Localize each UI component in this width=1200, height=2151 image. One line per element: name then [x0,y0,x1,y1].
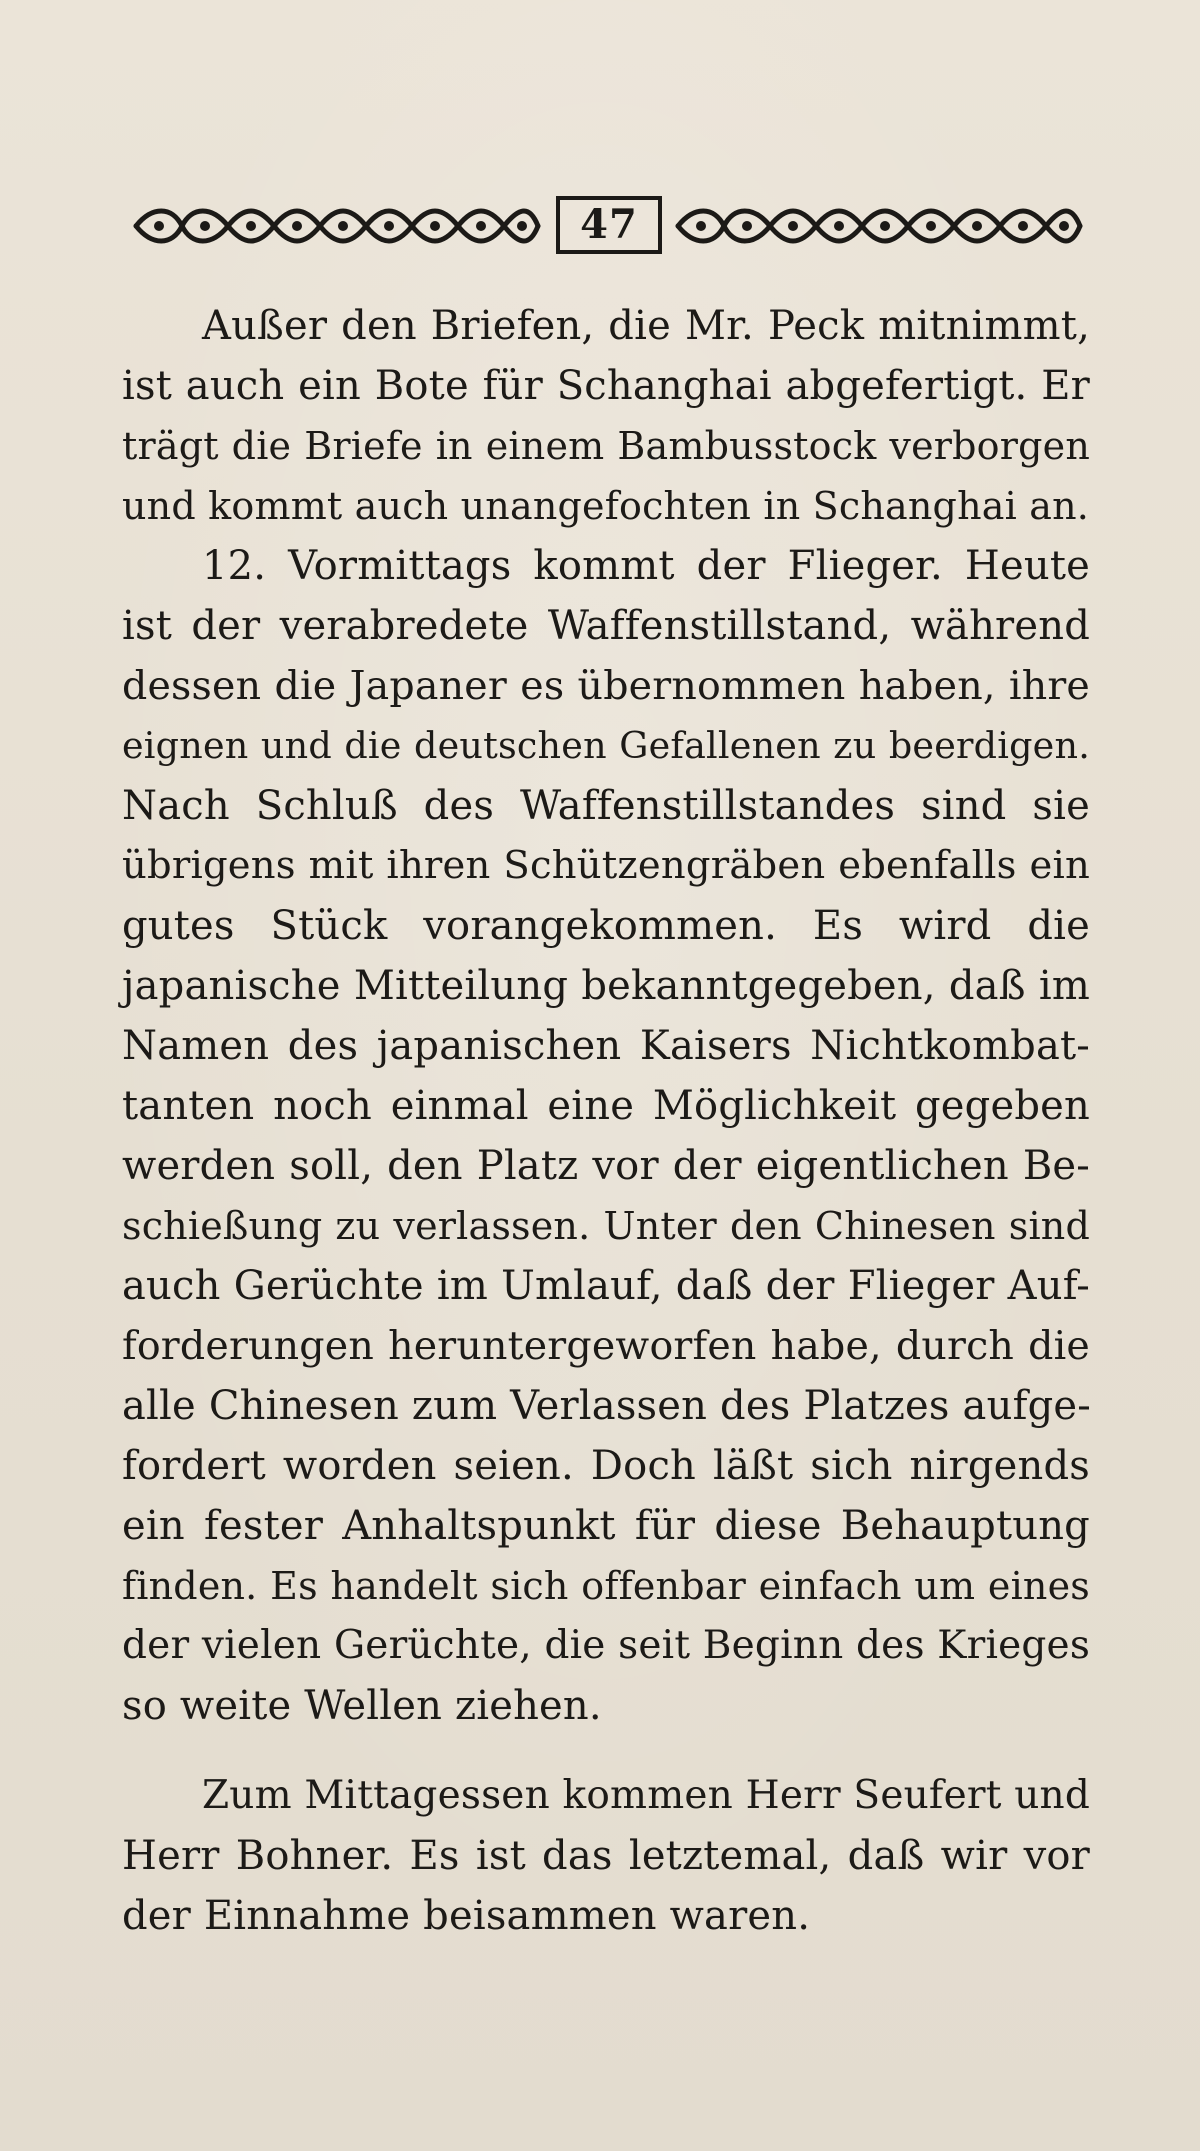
vine-ornament-icon [132,204,542,248]
body-text [122,296,1090,1946]
text-line: der Einnahme beisammen waren. [122,1893,811,1939]
text-line: Namen des japanischen Kaisers Nichtkombat- [122,1023,1090,1069]
page-number: 47 [556,196,662,254]
vine-ornament-icon [674,204,1084,248]
text-line: und kommt auch unangefochten in Schanghai an. [122,484,1090,528]
text-line: eignen und die deutschen Gefallenen zu beerdigen. [122,724,1090,767]
text-line: übrigens mit ihren Schützengräben ebenfalls ein [122,843,1090,888]
text-line: alle Chinesen zum Verlassen des Platzes aufge- [122,1383,1091,1429]
text-line: tanten noch einmal eine Möglichkeit gegeben [122,1083,1090,1129]
text-line: schießung zu verlassen. Unter den Chinesen sind [122,1204,1090,1248]
text-line: Außer den Briefen, die Mr. Peck mitnimmt, [202,303,1090,349]
text-line: der vielen Gerüchte, die seit Beginn des Krieges [122,1623,1091,1668]
text-line: dessen die Japaner es übernommen haben, ihre [122,663,1090,709]
text-line: Nach Schluß des Waffenstillstandes sind sie [122,783,1090,829]
text-line: 12. Vormittags kommt der Flieger. Heute [202,543,1090,589]
text-line: Herr Bohner. Es ist das letztemal, daß wir vor [122,1833,1090,1879]
text-line: ist der verabredete Waffenstillstand, während [122,603,1090,649]
text-line: so weite Wellen ziehen. [122,1683,602,1729]
text-line: ein fester Anhaltspunkt für diese Behauptung [122,1503,1090,1549]
page-header [132,192,1084,260]
text-line: Zum Mittagessen kommen Herr Seufert und [202,1773,1090,1818]
text-line: finden. Es handelt sich offenbar einfach um eines [122,1564,1090,1608]
text-line: werden soll, den Platz vor der eigentlichen Be- [122,1143,1090,1189]
text-line: trägt die Briefe in einem Bambusstock verborgen [122,424,1090,468]
paragraph-gap [122,1736,1090,1766]
text-line: forderungen heruntergeworfen habe, durch die [122,1323,1090,1369]
text-line: auch Gerüchte im Umlauf, daß der Flieger Auf- [122,1263,1090,1309]
text-line: fordert worden seien. Doch läßt sich nirgends [122,1443,1090,1489]
text-line: ist auch ein Bote für Schanghai abgefertigt. Er [122,363,1090,409]
text-line: japanische Mitteilung bekanntgegeben, daß im [122,963,1090,1009]
text-line: gutes Stück vorangekommen. Es wird die [122,903,1090,949]
